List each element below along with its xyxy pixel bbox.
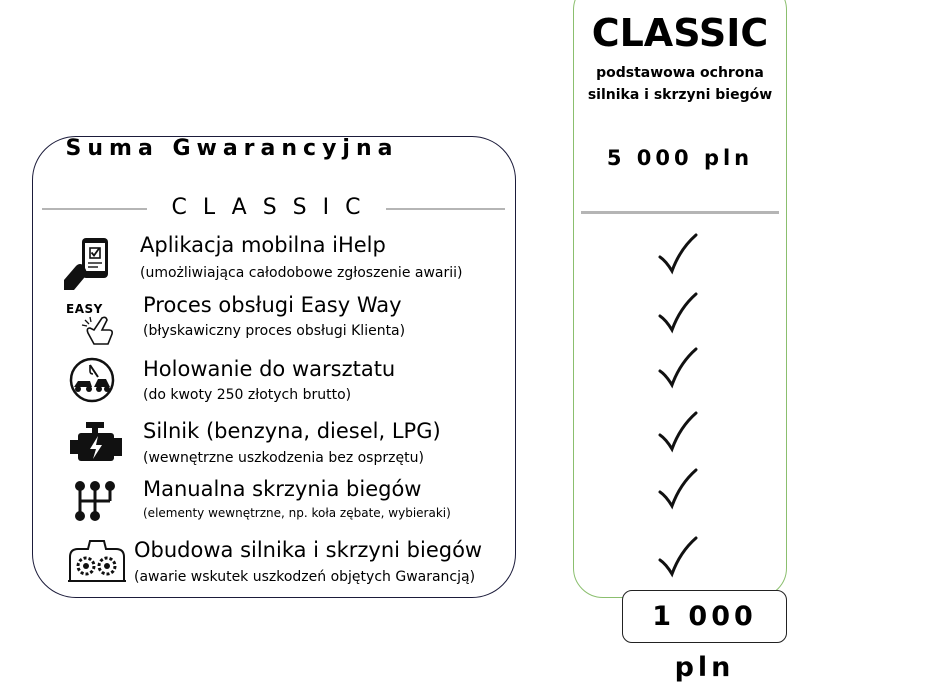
feature-title-easy-way: Proces obsługi Easy Way — [143, 293, 402, 317]
feature-title-engine: Silnik (benzyna, diesel, LPG) — [143, 419, 441, 443]
housing-gears-icon — [66, 537, 128, 585]
easy-icon-text: EASY — [66, 302, 103, 316]
feature-subtitle-easy-way: (błyskawiczny proces obsługi Klienta) — [143, 323, 406, 339]
plan-label: CLASSIC — [171, 195, 377, 220]
plan-sum: 5 000 pln — [606, 146, 754, 170]
gear-shifter-icon — [74, 480, 116, 522]
smartphone-hand-icon — [62, 236, 118, 292]
feature-subtitle-engine: (wewnętrzne uszkodzenia bez osprzętu) — [143, 450, 424, 466]
check-icon-ihelp — [656, 231, 700, 275]
divider-left — [42, 208, 147, 210]
feature-title-ihelp: Aplikacja mobilna iHelp — [140, 233, 386, 257]
feature-subtitle-towing: (do kwoty 250 złotych brutto) — [143, 387, 352, 403]
plan-description-line1: podstawowa ochrona — [596, 65, 764, 81]
feature-title-gearbox: Manualna skrzynia biegów — [143, 477, 422, 501]
feature-title-towing: Holowanie do warsztatu — [143, 357, 396, 381]
divider-right — [386, 208, 505, 210]
engine-icon — [68, 420, 124, 464]
check-icon-housing — [656, 534, 700, 578]
feature-subtitle-gearbox: (elementy wewnętrzne, np. koła zębate, wybieraki) — [143, 506, 451, 520]
feature-subtitle-housing: (awarie wskutek uszkodzeń objętych Gwarancją) — [134, 569, 476, 585]
feature-title-housing: Obudowa silnika i skrzyni biegów — [134, 538, 483, 562]
pointing-hand-icon — [80, 316, 120, 346]
check-icon-engine — [656, 409, 700, 453]
sum-heading: Suma Gwarancyjna — [65, 136, 399, 161]
check-icon-easy-way — [656, 290, 700, 334]
check-icon-towing — [656, 345, 700, 389]
feature-subtitle-ihelp: (umożliwiająca całodobowe zgłoszenie awarii) — [140, 265, 463, 281]
plan-name: CLASSIC — [591, 11, 769, 55]
check-icon-gearbox — [656, 466, 700, 510]
tow-truck-icon — [68, 357, 116, 403]
plan-divider — [581, 211, 779, 214]
plan-description — [573, 62, 787, 106]
easy-hand-icon — [66, 302, 110, 348]
plan-price: 1 000 pln — [622, 590, 787, 643]
plan-description-line2: silnika i skrzyni biegów — [587, 87, 773, 103]
